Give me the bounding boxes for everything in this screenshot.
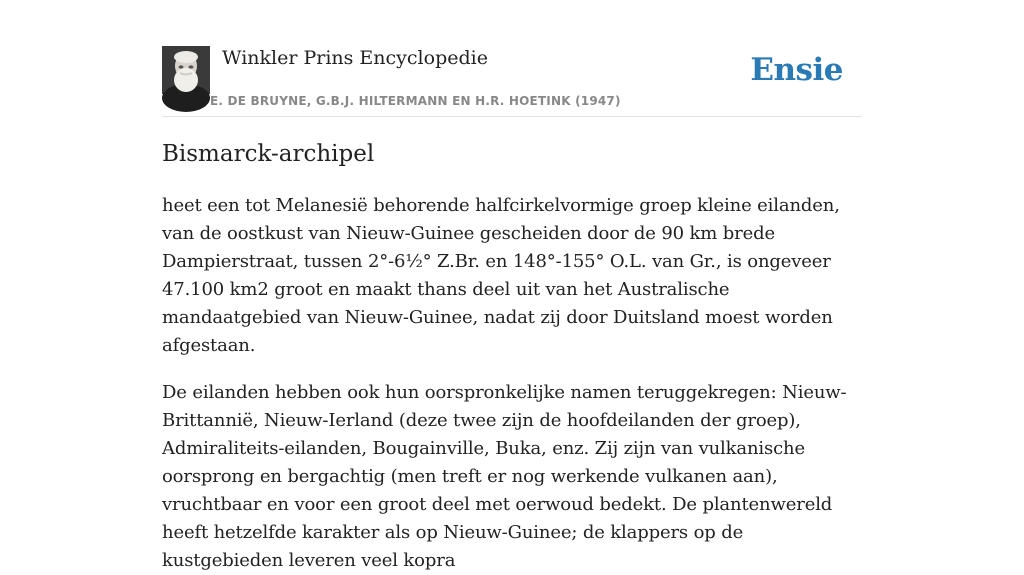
article-paragraph: heet een tot Melanesië behorende halfcirkelvormige groep kleine eilanden, van de oostkust van Nieuw-Guinee gescheiden door de 90 km brede Dampierstraat, tussen 2°-6½° Z.Br. en 148°-155° O.L. van Gr., is ongeveer 47.100 km2 groot en maakt thans deel uit van het Australische mandaatgebied van Nieuw-Guinee, nadat zij door Duitsland moest worden afgestaan. bbox=[162, 195, 840, 356]
article-title: Bismarck-archipel bbox=[162, 141, 375, 167]
source-header bbox=[162, 46, 862, 117]
author-portrait-icon bbox=[162, 46, 210, 94]
article-paragraph: De eilanden hebben ook hun oorspronkelijke namen teruggekregen: Nieuw-Brittannië, Nieuw-Ierland (deze twee zijn de hoofdeilanden der groep), Admiraliteits-eilanden, Bougainville, Buka, enz. Zij zijn van vulkanische oorsprong en bergachtig (men treft er nog werkende vulkanen aan), vruchtbaar en voor een groot deel met oerwoud bedekt. De plantenwereld heeft hetzelfde karakter als op Nieuw-Guinee; de klappers op de kustgebieden leveren veel kopra bbox=[162, 382, 847, 571]
ensie-logo-link[interactable]: Ensie bbox=[750, 52, 843, 88]
source-authors: E. DE BRUYNE, G.B.J. HILTERMANN EN H.R. HOETINK (1947) bbox=[210, 94, 621, 108]
article bbox=[162, 138, 862, 575]
source-title[interactable]: Winkler Prins Encyclopedie bbox=[222, 47, 488, 69]
